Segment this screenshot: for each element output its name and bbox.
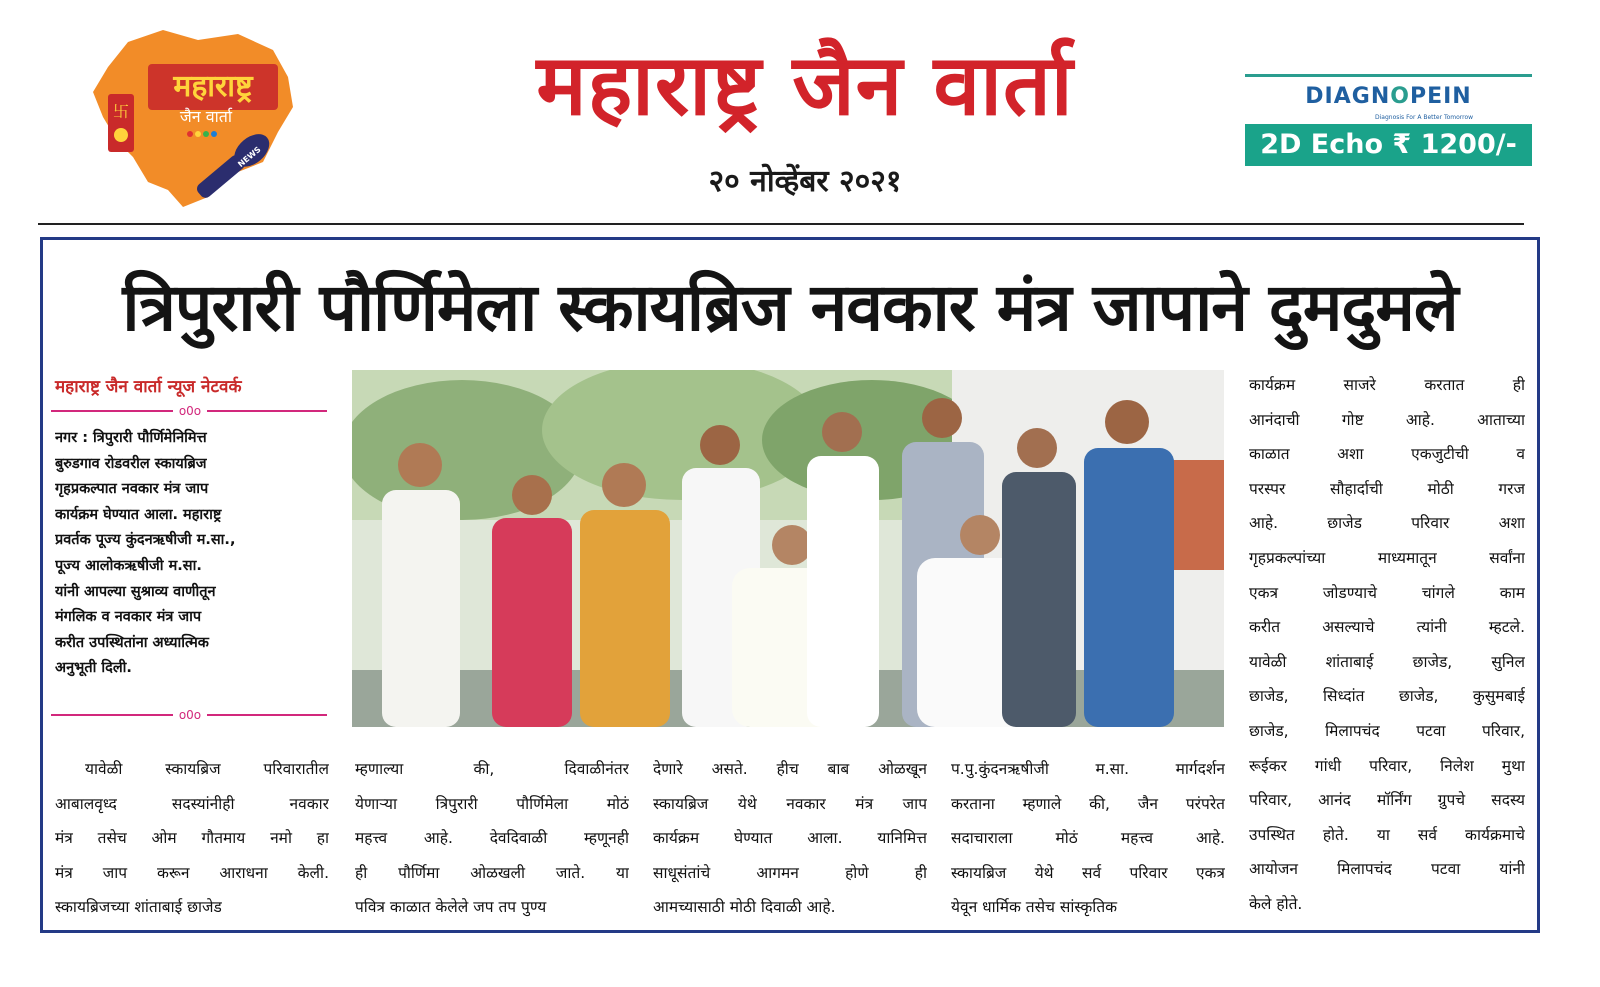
column-line: यावेळी शांताबाई छाजेड, सुनिल <box>1249 652 1525 671</box>
intro-line: करीत उपस्थितांना अध्यात्मिक <box>55 634 209 651</box>
column-line: कार्यक्रम साजरे करतात ही <box>1249 376 1525 394</box>
column-line: छाजेड, सिध्दांत छाजेड, कुसुमबाई <box>1249 687 1525 706</box>
column-line: आमच्यासाठी मोठी दिवाळी आहे. <box>653 898 836 917</box>
column-line: प.पु.कुंदनऋषीजी म.सा. मार्गदर्शन <box>951 760 1225 778</box>
logo-news-label: NEWS <box>236 144 263 170</box>
body-column-1 <box>55 752 329 925</box>
column-line: पवित्र काळात केलेले जप तप पुण्य <box>355 898 547 917</box>
intro-divider: o0o <box>51 708 327 722</box>
column-line: सदाचाराला मोठं महत्त्व आहे. <box>951 829 1225 848</box>
column-line: स्कायब्रिज येथे सर्व परिवार एकत्र <box>951 863 1225 882</box>
svg-text:卐: 卐 <box>112 102 130 121</box>
intro-line: अनुभूती दिली. <box>55 660 132 677</box>
column-line: गृहप्रकल्पांच्या माध्यमातून सर्वांना <box>1249 548 1525 567</box>
column-line: ही पौर्णिमा ओळखली जाते. या <box>355 863 629 882</box>
intro-line: बुरुडगाव रोडवरील स्कायब्रिज <box>55 455 207 472</box>
column-line: छाजेड, मिलापचंद पटवा परिवार, <box>1249 721 1525 740</box>
maharashtra-map-logo <box>88 22 303 212</box>
intro-line: यांनी आपल्या सुश्राव्य वाणीतून <box>55 583 216 600</box>
ad-top-rule <box>1245 74 1532 77</box>
column-line: परिवार, आनंद मॉर्निंग ग्रुपचे सदस्य <box>1249 791 1525 810</box>
article-headline: त्रिपुरारी पौर्णिमेला स्कायब्रिज नवकार मंत्र जापाने दुमदुमले <box>122 269 1458 346</box>
column-line: येवून धार्मिक तसेच सांस्कृतिक <box>951 898 1118 917</box>
column-line: करताना म्हणाले की, जैन परंपरेत <box>951 794 1225 813</box>
column-line: साधूसंतांचे आगमन होणे ही <box>653 863 927 882</box>
intro-line: प्रवर्तक पूज्य कुंदनऋषीजी म.सा., <box>55 532 236 549</box>
byline: महाराष्ट्र जैन वार्ता न्यूज नेटवर्क <box>55 377 242 397</box>
column-line: करीत असल्याचे त्यांनी म्हटले. <box>1249 618 1525 637</box>
column-line: मंत्र जाप करून आराधना केली. <box>55 863 329 882</box>
column-line: रूईकर गांधी परिवार, निलेश मुथा <box>1249 756 1525 775</box>
intro-line: पूज्य आलोकऋषीजी म.सा. <box>55 557 202 574</box>
intro-line: नगर : त्रिपुरारी पौर्णिमेनिमित्त <box>55 430 207 446</box>
column-line: महत्त्व आहे. देवदिवाळी म्हणूनही <box>355 829 629 848</box>
ad-brand-o-icon: O <box>1390 84 1410 109</box>
ad-offer: 2D Echo ₹ 1200/- <box>1245 124 1532 166</box>
ad-brand: DIAGNOPEIN <box>1305 84 1472 109</box>
ad-tagline: Diagnosis For A Better Tomorrow <box>1375 114 1474 121</box>
body-column-5 <box>1249 368 1525 922</box>
intro-line: कार्यक्रम घेण्यात आला. महाराष्ट्र <box>55 506 222 523</box>
column-line: देणारे असते. हीच बाब ओळखून <box>653 760 927 778</box>
column-line: आनंदाची गोष्ट आहे. आताच्या <box>1249 410 1525 429</box>
column-line: मंत्र तसेच ओम गौतमाय नमो हा <box>55 829 329 848</box>
column-line: आबालवृध्द सदस्यांनीही नवकार <box>55 794 329 813</box>
column-line: यावेळी स्कायब्रिज परिवारातील <box>85 760 329 778</box>
group-photo <box>352 370 1224 727</box>
column-line: आहे. छाजेड परिवार अशा <box>1249 514 1525 533</box>
body-column-4 <box>951 752 1225 925</box>
body-column-3 <box>653 752 927 925</box>
column-line: स्कायब्रिजच्या शांताबाई छाजेड <box>55 898 222 917</box>
column-line: काळात अशा एकजुटीची व <box>1249 445 1525 464</box>
column-line: परस्पर सौहार्दाची मोठी गरज <box>1249 479 1525 498</box>
article-frame <box>40 237 1540 933</box>
column-line: येणाऱ्या त्रिपुरारी पौर्णिमेला मोठं <box>355 794 629 813</box>
intro-paragraph <box>55 426 327 682</box>
body-column-2 <box>355 752 629 925</box>
newspaper-title: महाराष्ट्र जैन वार्ता <box>536 36 1074 134</box>
column-line: म्हणाल्या की, दिवाळीनंतर <box>355 760 629 778</box>
byline-divider: o0o <box>51 404 327 418</box>
logo-word: महाराष्ट्र <box>173 69 253 104</box>
column-line: आयोजन मिलापचंद पटवा यांनी <box>1249 860 1525 879</box>
issue-date: २० नोव्हेंबर २०२१ <box>708 164 902 199</box>
logo-sub: जैन वार्ता <box>179 107 233 126</box>
column-line: कार्यक्रम घेण्यात आला. यानिमित्त <box>653 829 927 848</box>
intro-line: मंगलिक व नवकार मंत्र जाप <box>55 609 202 626</box>
column-line: एकत्र जोडण्याचे चांगले काम <box>1249 583 1525 602</box>
intro-line: गृहप्रकल्पात नवकार मंत्र जाप <box>55 481 209 498</box>
masthead-rule <box>38 223 1524 225</box>
column-line: स्कायब्रिज येथे नवकार मंत्र जाप <box>653 794 927 813</box>
diagnopein-advertisement[interactable] <box>1245 74 1532 166</box>
column-line: केले होते. <box>1249 894 1303 913</box>
column-line: उपस्थित होते. या सर्व कार्यक्रमाचे <box>1249 825 1525 844</box>
